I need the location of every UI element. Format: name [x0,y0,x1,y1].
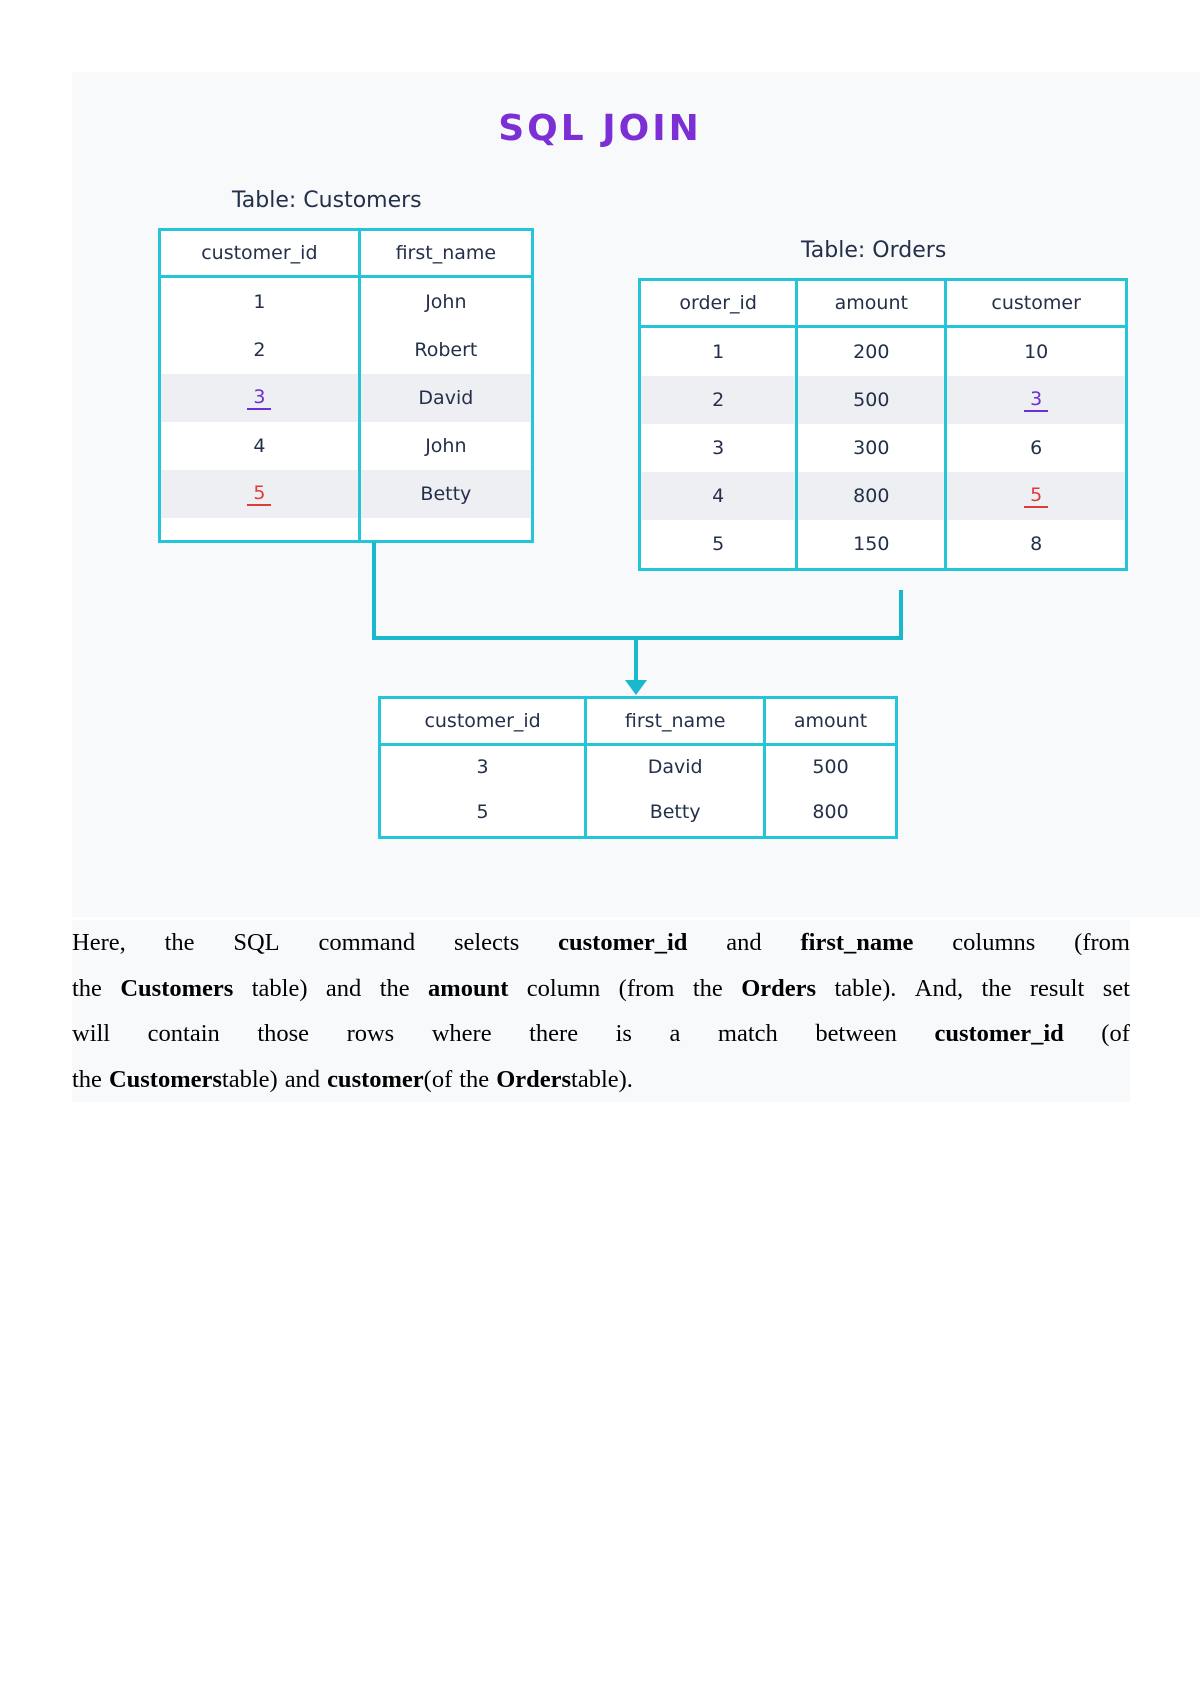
word: command [318,929,416,956]
order-id-cell: 4 [640,472,797,520]
customers-table [158,228,534,543]
customer-id-cell: 1 [253,291,266,313]
paragraph-line [72,1011,1130,1057]
bold-term: customer_id [934,1020,1064,1047]
table-row [640,472,1127,520]
word: the [459,1065,490,1093]
word: And, [914,974,964,1002]
amount-cell: 800 [797,472,946,520]
amount-cell: 300 [797,424,946,472]
bold-term: customer [327,1065,424,1093]
word: the [692,974,723,1002]
word: the [72,974,102,1002]
customer-cell: 6 [946,424,1127,472]
paragraph-line [72,966,1130,1012]
result-table [378,696,898,839]
table-row-spacer [160,518,533,542]
word: table). [571,1065,633,1093]
paragraph-line [72,1057,1130,1103]
bold-term: first_name [800,929,914,956]
word: the [379,974,410,1002]
word: match [717,1020,778,1047]
table-row [640,520,1127,570]
result-cell: 3 [476,756,489,778]
result-cell: 500 [765,745,897,789]
customer-id-cell: 2 [253,339,266,361]
column-header: first_name [359,230,532,277]
table-row [380,788,897,838]
order-id-cell: 3 [712,437,725,459]
first-name-cell: Betty [359,470,532,518]
order-id-cell: 1 [712,341,725,363]
table-row [160,422,533,470]
word: table) [251,974,308,1002]
word: and [284,1065,321,1093]
diagram-title: SQL JOIN [498,108,702,149]
result-cell: David [586,745,765,789]
word: Here, [72,929,126,956]
join-connector-down [634,636,638,682]
column-header: first_name [586,698,765,745]
word: a [669,1020,681,1047]
word: result [1029,974,1085,1002]
first-name-cell: John [359,422,532,470]
customer-cell [946,472,1127,520]
first-name-cell: Robert [359,326,532,374]
word: is [615,1020,632,1047]
word: the [981,974,1012,1002]
amount-cell: 200 [797,327,946,377]
column-header: amount [765,698,897,745]
customer-cell [946,376,1127,424]
word: selects [453,929,520,956]
word: (of [423,1065,453,1093]
match-marker: 3 [247,386,271,410]
word: column [526,974,601,1002]
join-arrow-icon [625,680,647,695]
result-cell: 800 [765,788,897,838]
word: the [72,1065,102,1093]
word: contain [147,1020,220,1047]
table-row [160,470,533,518]
column-header: customer_id [160,230,360,277]
customer-cell: 8 [946,520,1127,570]
word: and [325,974,362,1002]
explanation-paragraph [72,920,1130,1102]
customer-id-cell: 4 [253,435,266,457]
word: table). [834,974,897,1002]
table-row [160,326,533,374]
result-cell: Betty [586,788,765,838]
word: (of [1101,1020,1130,1047]
column-header: order_id [640,280,797,327]
table-row [160,277,533,327]
first-name-cell: John [359,277,532,327]
word: those [257,1020,310,1047]
bold-term: Customers [108,1065,222,1093]
table-row [160,374,533,422]
customer-id-cell [160,374,360,422]
word: rows [346,1020,395,1047]
table-row [640,376,1127,424]
word: and [726,929,762,956]
customers-caption: Table: Customers [232,188,422,213]
customer-cell: 10 [946,327,1127,377]
join-connector-left [372,542,376,639]
order-id-cell: 2 [640,376,797,424]
word: where [431,1020,492,1047]
word: table) [221,1065,278,1093]
table-row [380,745,897,789]
bold-term: Orders [496,1065,572,1093]
table-row [640,327,1127,377]
amount-cell: 500 [797,376,946,424]
word: set [1102,974,1130,1002]
column-header: amount [797,280,946,327]
paragraph-line [72,920,1130,966]
word: the [164,929,195,956]
word: (from [618,974,675,1002]
word: between [815,1020,897,1047]
word: (from [1074,929,1130,956]
word: there [529,1020,579,1047]
column-header: customer [946,280,1127,327]
match-marker: 5 [1024,484,1048,508]
orders-caption: Table: Orders [801,238,947,263]
result-cell: 5 [476,801,489,823]
join-connector-right [899,590,903,639]
word: will [72,1020,111,1047]
order-id-cell: 5 [712,533,725,555]
bold-term: Orders [741,974,817,1002]
first-name-cell: David [359,374,532,422]
column-header: customer_id [380,698,586,745]
customer-id-cell [160,470,360,518]
word: columns [952,929,1036,956]
table-row [640,424,1127,472]
match-marker: 3 [1024,388,1048,412]
word: SQL [233,929,280,956]
match-marker: 5 [247,482,271,506]
bold-term: amount [428,974,509,1002]
orders-table [638,278,1128,571]
amount-cell: 150 [797,520,946,570]
bold-term: Customers [120,974,234,1002]
bold-term: customer_id [558,929,688,956]
